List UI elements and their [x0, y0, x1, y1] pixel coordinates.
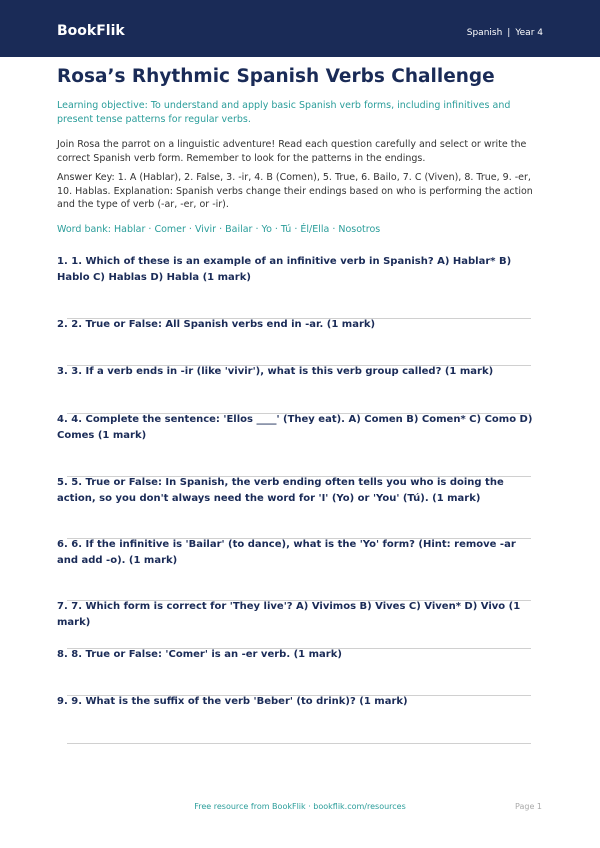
page-number: Page 1: [515, 802, 542, 811]
question-6: 6. 6. If the infinitive is 'Bailar' (to dance), what is the 'Yo' form? (Hint: remove -ar and add -o). (1 mark): [57, 539, 516, 566]
page-header: [0, 0, 600, 57]
header-separator: |: [507, 28, 511, 38]
question-8: 8. 8. True or False: 'Comer' is an -er verb. (1 mark): [57, 649, 342, 660]
subject-label: Spanish: [466, 28, 503, 38]
question-2: 2. 2. True or False: All Spanish verbs end in -ar. (1 mark): [57, 319, 376, 330]
question-9: 9. 9. What is the suffix of the verb 'Beber' (to drink)? (1 mark): [57, 696, 408, 707]
year-label: Year 4: [515, 28, 543, 38]
question-3: 3. 3. If a verb ends in -ir (like 'vivir'), what is this verb group called? (1 mark): [57, 366, 494, 377]
question-1: 1. 1. Which of these is an example of an infinitive verb in Spanish? A) Hablar* B) Hablo C) Hablas D) Habla (1 mark): [57, 256, 512, 283]
learning-objective: Learning objective: To understand and apply basic Spanish verb forms, including infinitives and present tense patterns for regular verbs.: [57, 100, 511, 125]
answer-line-9: [67, 743, 531, 744]
header-meta: [467, 28, 543, 38]
brand-logo: BookFlik: [57, 23, 125, 39]
intro-text: Join Rosa the parrot on a linguistic adventure! Read each question carefully and select or write the correct Spanish verb form. Remember to look for the patterns in the endings.: [57, 139, 527, 164]
footer-text: Free resource from BookFlik · bookflik.com/resources: [194, 802, 406, 811]
question-4: 4. 4. Complete the sentence: 'Ellos ____' (They eat). A) Comen B) Comen* C) Como D) Comes (1 mark): [57, 414, 533, 441]
worksheet-title: Rosa’s Rhythmic Spanish Verbs Challenge: [57, 66, 495, 87]
word-bank: Word bank: Hablar · Comer · Vivir · Bailar · Yo · Tú · Él/Ella · Nosotros: [57, 224, 381, 235]
answer-key: Answer Key: 1. A (Hablar), 2. False, 3. -ir, 4. B (Comen), 5. True, 6. Bailo, 7. C (Viven), 8. True, 9. -er, 10. Hablas. Explanation: Spanish verbs change their endings based on who is performing the action and the type of verb (-ar, -er, or -ir).: [57, 172, 533, 210]
question-7: 7. 7. Which form is correct for 'They live'? A) Vivimos B) Vives C) Viven* D) Vivo (1 mark): [57, 601, 521, 628]
question-5: 5. 5. True or False: In Spanish, the verb ending often tells you who is doing the action, so you don't always need the word for 'I' (Yo) or 'You' (Tú). (1 mark): [57, 477, 504, 504]
